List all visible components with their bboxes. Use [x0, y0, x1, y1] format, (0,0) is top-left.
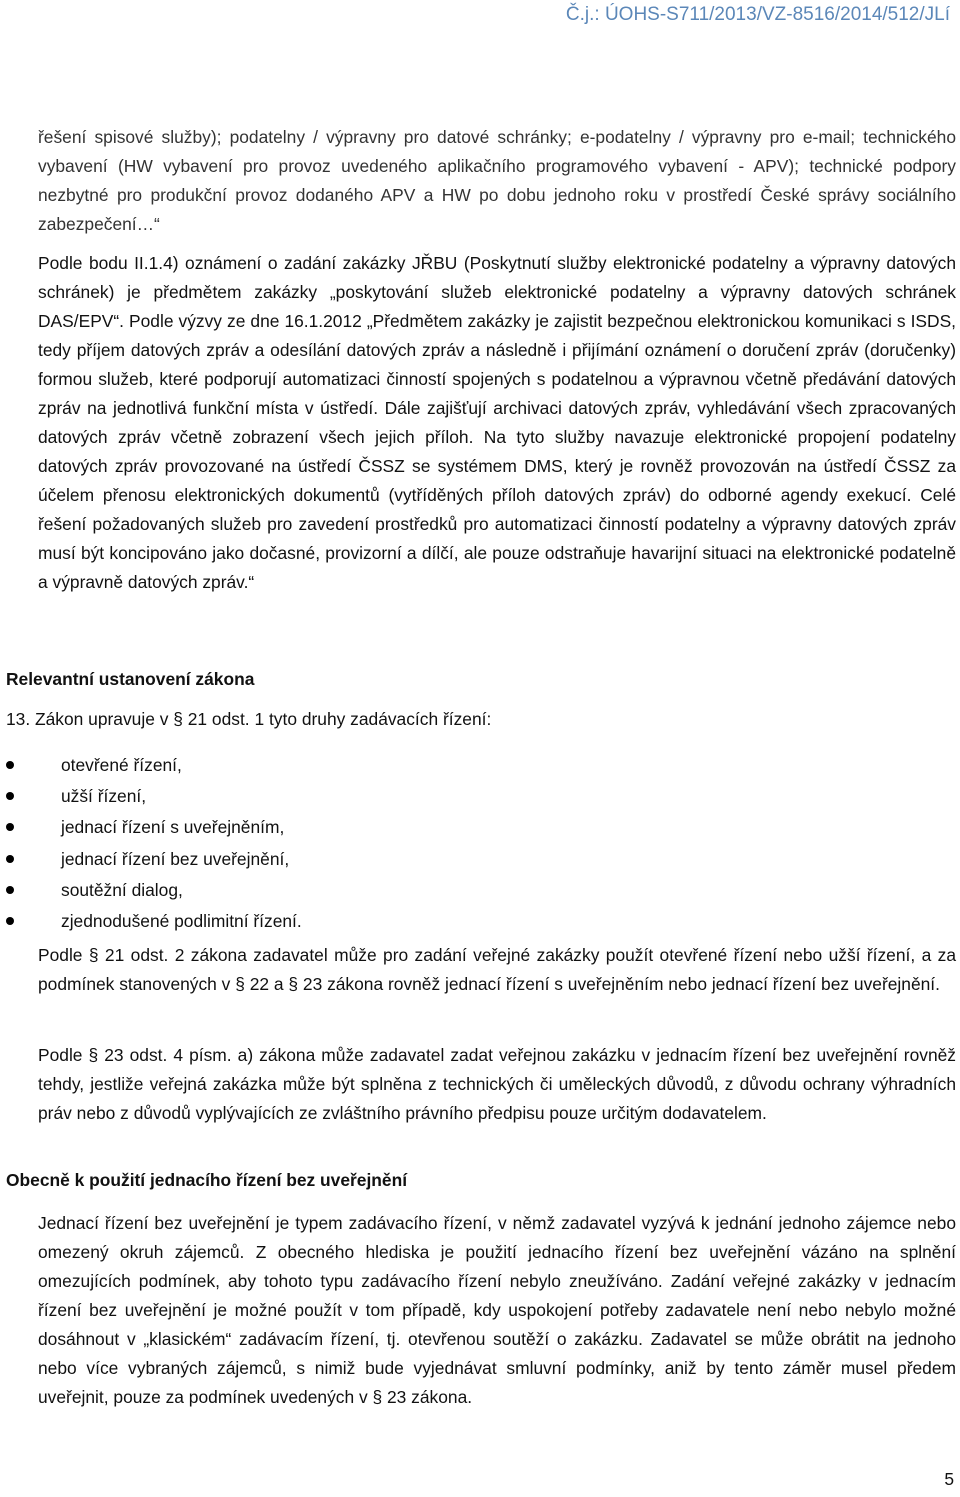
- paragraph-number: [6, 1041, 38, 1070]
- list-item: [6, 844, 906, 875]
- paragraph-intro: řešení spisové služby); podatelny / výpravny pro datové schránky; e-podatelny / výpravny pro e-mail; technického vybavení (HW vybavení pro provoz uvedeného aplikačního programového vybavení - APV); technické podpory nezbytné pro produkční provoz dodaného APV a HW po dobu jednoho roku v prostředí České správy sociálního zabezpečení…“: [38, 127, 956, 234]
- list-item: [6, 750, 906, 781]
- paragraph-text: Podle § 23 odst. 4 písm. a) zákona může zadavatel zadat veřejnou zakázku v jednacím řízení bez uveřejnění rovněž tehdy, jestliže veřejná zakázka může být splněna z technických či uměleckých důvodů, z důvodu ochrany výhradních práv nebo z důvodů vyplývajících ze zvláštního právního předpisu pouze určitým dodavatelem.: [38, 1045, 956, 1123]
- list-item-text: jednací řízení s uveřejněním,: [61, 817, 285, 838]
- list-item: [6, 812, 906, 843]
- section-heading-relevant: Relevantní ustanovení zákona: [6, 669, 255, 689]
- section-heading-obecne: Obecně k použití jednacího řízení bez uveřejnění: [6, 1170, 408, 1190]
- list-item-text: soutěžní dialog,: [61, 879, 183, 900]
- bullet-icon: [6, 855, 14, 863]
- procedure-types-list: [6, 750, 906, 937]
- paragraph-number: [6, 249, 38, 278]
- bullet-icon: [6, 761, 14, 769]
- bullet-icon: [6, 917, 14, 925]
- paragraph-text: Jednací řízení bez uveřejnění je typem zadávacího řízení, v němž zadavatel vyzývá k jednání jednoho zájemce nebo omezený okruh zájemců. Z obecného hlediska je použití jednacího řízení bez uveřejnění vázáno na splnění omezujících podmínek, aby tohoto typu zadávacího řízení nebylo zneužíváno. Zadání veřejné zakázky v jednacím řízení bez uveřejnění je možné použít v tom případě, kdy uspokojení potřeby zadavatele není nebo nebylo možné dosáhnout v „klasickém“ zadávacím řízení, tj. otevřenou soutěží o zakázku. Zadavatel se může obrátit na jednoho nebo více vybraných zájemců, s nimiž bude vyjednávat smluvní podmínky, aniž by tento záměr musel předem uveřejnit, pouze za podmínek uvedených v § 23 zákona.: [38, 1213, 956, 1407]
- paragraph-15: [38, 1041, 956, 1128]
- list-item-text: jednací řízení bez uveřejnění,: [61, 848, 290, 869]
- bullet-icon: [6, 792, 14, 800]
- paragraph-14: [38, 941, 956, 999]
- paragraph-16: [38, 1209, 956, 1412]
- bullet-icon: [6, 886, 14, 894]
- list-item-text: otevřené řízení,: [61, 755, 182, 775]
- paragraph-text: Podle § 21 odst. 2 zákona zadavatel může pro zadání veřejné zakázky použít otevřené řízení nebo užší řízení, a za podmínek stanovených v § 22 a § 23 zákona rovněž jednací řízení s uveřejněním nebo jednací řízení bez uveřejnění.: [38, 945, 956, 994]
- paragraph-text: Podle bodu II.1.4) oznámení o zadání zakázky JŘBU (Poskytnutí služby elektronické podatelny a výpravny datových schránek) je předmětem zakázky „poskytování služeb elektronické podatelny a výpravny datových schránek DAS/EPV“. Podle výzvy ze dne 16.1.2012 „Předmětem zakázky je zajistit bezpečnou elektronickou komunikaci s ISDS, tedy příjem datových zpráv a odesílání datových zpráv a následně i přijímání oznámení o doručení zpráv (doručenky) formou služeb, které podporují automatizaci činností spojených s podatelnou a výpravnou včetně předávání datových zpráv na jednotlivá funkční místa v ústředí. Dále zajišťují archivaci datových zpráv, vyhledávání všech zpracovaných datových zpráv včetně zobrazení všech jejich příloh. Na tyto služby navazuje elektronické propojení podatelny datových zpráv provozované na ústředí ČSSZ se systémem DMS, který je rovněž provozován na ústředí ČSSZ za účelem přenosu elektronických dokumentů (vytříděných příloh datových zpráv) do odborné agendy exekucí. Celé řešení požadovaných služeb pro zavedení prostředků pro automatizaci činností podatelny a výpravny datových zpráv musí být koncipováno jako dočasné, provizorní a dílčí, ale pouze odstraňuje havarijní situaci na elektronické podatelně a výpravně datových zpráv.“: [38, 253, 956, 592]
- paragraph-13: 13. Zákon upravuje v § 21 odst. 1 tyto druhy zadávacích řízení:: [6, 709, 492, 729]
- list-item: [6, 906, 906, 937]
- paragraph-number: [6, 1209, 38, 1238]
- paragraph-number: [6, 941, 38, 970]
- list-item-text: zjednodušené podlimitní řízení.: [61, 910, 302, 931]
- bullet-icon: [6, 823, 14, 831]
- list-item: [6, 781, 906, 812]
- page-number: 5: [944, 1469, 954, 1489]
- document-reference: Č.j.: ÚOHS-S711/2013/VZ-8516/2014/512/JLí: [565, 4, 950, 25]
- list-item-text: užší řízení,: [61, 786, 147, 807]
- paragraph-12: [38, 249, 956, 597]
- list-item: [6, 875, 906, 906]
